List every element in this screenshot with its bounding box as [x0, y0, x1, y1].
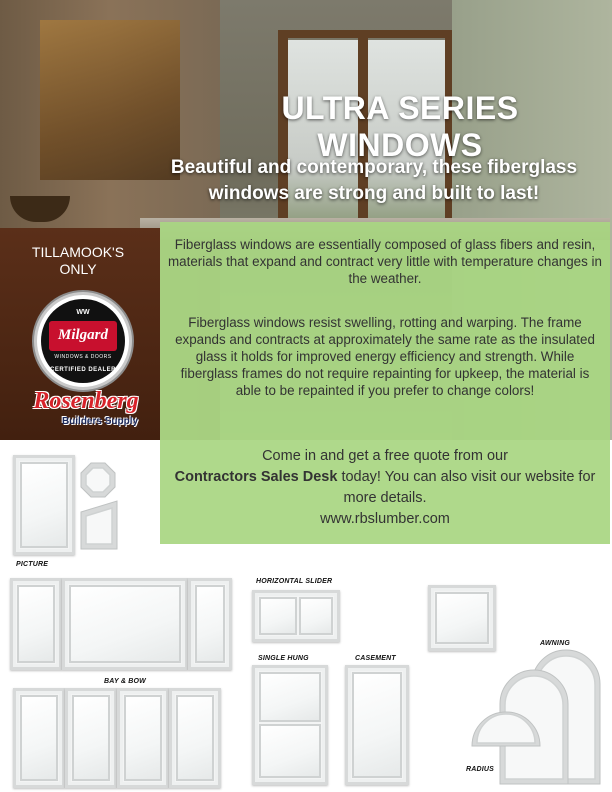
tagline: [140, 155, 608, 207]
milgard-logo: [34, 292, 132, 390]
window-pane: [20, 695, 58, 781]
content-box: [160, 222, 610, 544]
label-single-hung: SINGLE HUNG: [258, 655, 309, 662]
website-link[interactable]: www.rbslumber.com: [320, 511, 450, 527]
bow-window-panel: [13, 688, 65, 788]
bay-window-left: [10, 578, 62, 670]
window-pane: [69, 585, 181, 663]
milgard-logo-inner: [41, 299, 125, 383]
single-hung-window: [252, 665, 328, 785]
rosenberg-name: Rosenberg: [33, 388, 139, 414]
cta-sales-desk: Contractors Sales Desk: [174, 469, 338, 485]
bay-window-right: [188, 578, 232, 670]
call-to-action: [168, 446, 602, 530]
milgard-certified: CERTIFIED DEALER: [49, 367, 116, 373]
label-picture: PICTURE: [16, 561, 49, 568]
milgard-brand: Milgard: [57, 327, 108, 343]
window-pane: [176, 695, 214, 781]
picture-window-octagon: [80, 462, 116, 498]
label-casement: CASEMENT: [355, 655, 396, 662]
bow-window-panel: [65, 688, 117, 788]
window-pane: [299, 597, 333, 635]
label-bay-bow: BAY & BOW: [104, 678, 146, 685]
window-pane: [259, 597, 297, 635]
radius-window-half-round: [470, 710, 542, 748]
window-pane: [435, 592, 489, 644]
tagline-line: Beautiful and contemporary, these fiberglass: [170, 157, 578, 178]
rosenberg-logo: [20, 388, 152, 434]
picture-window-rect: [13, 455, 75, 555]
bay-window-center: [62, 578, 188, 670]
bow-window-panel: [169, 688, 221, 788]
window-pane: [20, 462, 68, 548]
casement-window: [345, 665, 409, 785]
rosenberg-sub: Builders Supply: [61, 416, 139, 427]
milgard-sub: WINDOWS & DOORS: [54, 354, 112, 360]
window-pane: [72, 695, 110, 781]
window-pane: [259, 672, 321, 722]
awning-window: [428, 585, 496, 651]
label-radius: RADIUS: [466, 766, 495, 773]
paragraph-intro: Fiberglass windows are essentially composed of glass fibers and resin, materials that expand and contract very little with temperature changes in the weather.: [168, 237, 602, 286]
picture-window-trapezoid: [80, 500, 118, 550]
badge-line: TILLAMOOK'S: [31, 244, 125, 260]
label-horizontal-slider: HORIZONTAL SLIDER: [256, 578, 333, 585]
horizontal-slider-window: [252, 590, 340, 642]
window-pane: [259, 724, 321, 778]
cta-text: Come in and get a free quote from our: [262, 448, 508, 464]
milgard-mark: WW: [76, 309, 90, 316]
bow-window-panel: [117, 688, 169, 788]
paragraph-benefits: Fiberglass windows resist swelling, rotting and warping. The frame expands and contracts at approximately the same rate as the insulated glass it holds for improved energy efficiency and strength. While fiberglass frames do not require repainting for upkeep, the material is able to be repainted if you prefer to change colors!: [175, 315, 595, 398]
window-pane: [195, 585, 225, 663]
window-pane: [17, 585, 55, 663]
tillamook-badge-label: [18, 244, 138, 278]
badge-line: ONLY: [59, 261, 97, 277]
window-pane: [124, 695, 162, 781]
tagline-line: windows are strong and built to last!: [208, 183, 540, 204]
cta-text: today! You can also visit our website for more details.: [341, 469, 596, 506]
window-pane: [352, 672, 402, 778]
label-awning: AWNING: [540, 640, 570, 647]
page-title: ULTRA SERIES WINDOWS: [281, 90, 519, 163]
